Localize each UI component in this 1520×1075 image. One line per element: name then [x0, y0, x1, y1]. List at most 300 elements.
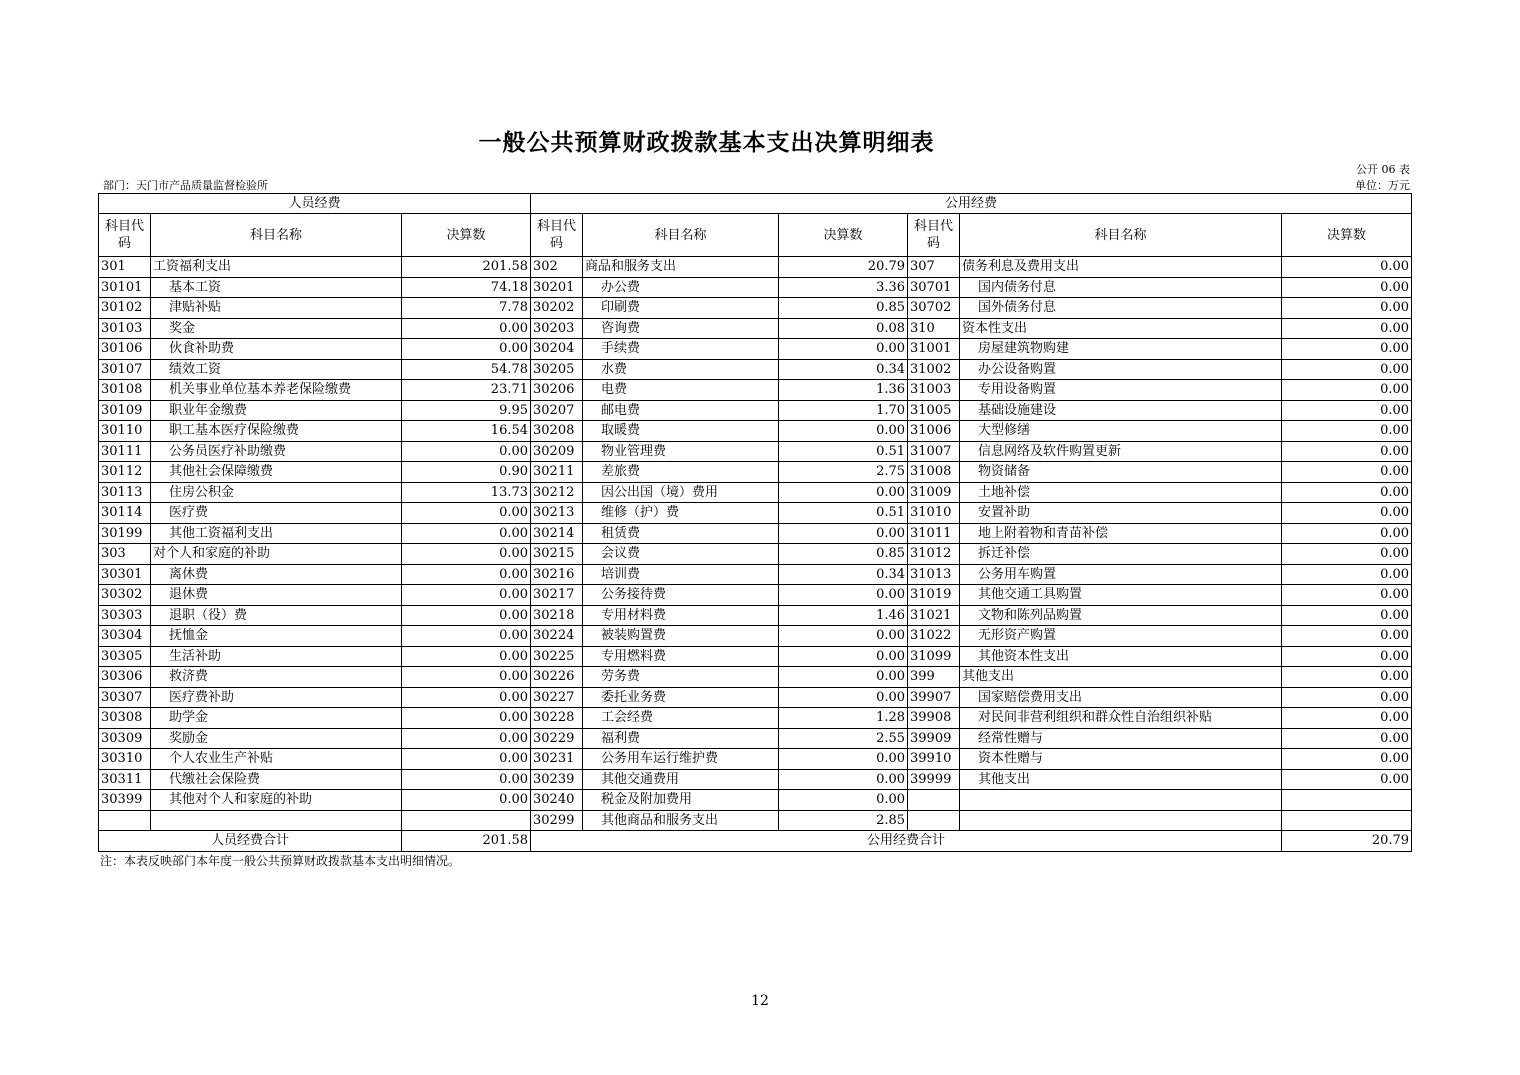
subject-code-cell: 30231	[531, 749, 583, 770]
subject-code-cell: 30304	[99, 626, 151, 647]
amount-cell: 0.51	[779, 503, 908, 524]
subject-name-cell: 对民间非营利组织和群众性自治组织补贴	[960, 708, 1282, 729]
subject-name-cell: 公务员医疗补助缴费	[151, 441, 402, 462]
amount-cell: 0.00	[402, 728, 531, 749]
subject-code-cell: 39907	[908, 687, 960, 708]
subject-name-cell: 退休费	[151, 585, 402, 606]
subject-name-cell: 其他对个人和家庭的补助	[151, 790, 402, 811]
subject-code-cell: 30226	[531, 667, 583, 688]
subject-code-cell: 30209	[531, 441, 583, 462]
subject-code-cell: 30224	[531, 626, 583, 647]
subject-code-cell: 31012	[908, 544, 960, 565]
subject-name-cell	[960, 790, 1282, 811]
subject-name-cell: 经常性赠与	[960, 728, 1282, 749]
amount-cell: 0.00	[402, 523, 531, 544]
subject-name-cell: 住房公积金	[151, 482, 402, 503]
table-row	[99, 482, 1412, 503]
header-amount: 决算数	[1282, 214, 1412, 257]
subject-name-cell: 培训费	[583, 564, 779, 585]
subject-code-cell: 30305	[99, 646, 151, 667]
amount-cell: 0.00	[1282, 667, 1412, 688]
table-row	[99, 769, 1412, 790]
subject-code-cell: 31099	[908, 646, 960, 667]
subject-name-cell: 委托业务费	[583, 687, 779, 708]
table-row	[99, 646, 1412, 667]
subject-name-cell: 离休费	[151, 564, 402, 585]
amount-cell: 0.00	[1282, 564, 1412, 585]
table-row	[99, 462, 1412, 483]
subject-name-cell: 抚恤金	[151, 626, 402, 647]
subject-code-cell: 30299	[531, 810, 583, 831]
subject-code-cell: 30112	[99, 462, 151, 483]
subject-name-cell: 奖励金	[151, 728, 402, 749]
amount-cell: 0.00	[1282, 523, 1412, 544]
subject-code-cell: 30103	[99, 318, 151, 339]
subject-code-cell: 31022	[908, 626, 960, 647]
subject-name-cell: 印刷费	[583, 298, 779, 319]
page-title: 一般公共预算财政拨款基本支出决算明细表	[478, 130, 935, 156]
subject-code-cell: 30216	[531, 564, 583, 585]
header-name: 科目名称	[960, 214, 1282, 257]
subject-code-cell: 30229	[531, 728, 583, 749]
amount-cell: 0.51	[779, 441, 908, 462]
amount-cell: 0.00	[1282, 441, 1412, 462]
table-row	[99, 421, 1412, 442]
subject-code-cell: 30201	[531, 277, 583, 298]
subject-name-cell: 税金及附加费用	[583, 790, 779, 811]
amount-cell: 0.00	[402, 708, 531, 729]
table-row	[99, 564, 1412, 585]
table-row	[99, 585, 1412, 606]
subject-name-cell: 大型修缮	[960, 421, 1282, 442]
subject-code-cell: 30309	[99, 728, 151, 749]
table-row	[99, 257, 1412, 278]
amount-cell: 2.75	[779, 462, 908, 483]
subject-code-cell: 30211	[531, 462, 583, 483]
amount-cell: 0.00	[1282, 687, 1412, 708]
amount-cell: 0.00	[1282, 605, 1412, 626]
subject-name-cell: 资本性支出	[960, 318, 1282, 339]
amount-cell: 2.55	[779, 728, 908, 749]
amount-cell: 0.00	[1282, 585, 1412, 606]
subject-code-cell	[908, 790, 960, 811]
subject-name-cell: 其他交通费用	[583, 769, 779, 790]
subject-name-cell: 地上附着物和青苗补偿	[960, 523, 1282, 544]
subject-name-cell: 商品和服务支出	[583, 257, 779, 278]
subject-name-cell: 职工基本医疗保险缴费	[151, 421, 402, 442]
subject-code-cell: 31002	[908, 359, 960, 380]
subject-name-cell: 职业年金缴费	[151, 400, 402, 421]
amount-cell: 0.34	[779, 359, 908, 380]
subject-code-cell: 30303	[99, 605, 151, 626]
amount-cell: 0.00	[402, 769, 531, 790]
subject-code-cell: 30107	[99, 359, 151, 380]
subject-name-cell: 机关事业单位基本养老保险缴费	[151, 380, 402, 401]
amount-cell: 0.00	[1282, 769, 1412, 790]
subject-code-cell: 30207	[531, 400, 583, 421]
amount-cell: 0.00	[779, 667, 908, 688]
subject-name-cell: 咨询费	[583, 318, 779, 339]
amount-cell: 0.00	[1282, 359, 1412, 380]
subject-name-cell: 办公设备购置	[960, 359, 1282, 380]
subject-name-cell: 手续费	[583, 339, 779, 360]
subject-code-cell: 30306	[99, 667, 151, 688]
subject-name-cell: 其他支出	[960, 769, 1282, 790]
subject-name-cell: 专用材料费	[583, 605, 779, 626]
subject-code-cell: 31010	[908, 503, 960, 524]
amount-cell: 0.08	[779, 318, 908, 339]
subject-code-cell: 30307	[99, 687, 151, 708]
subject-name-cell: 助学金	[151, 708, 402, 729]
subject-code-cell: 303	[99, 544, 151, 565]
subject-name-cell: 其他资本性支出	[960, 646, 1282, 667]
subject-code-cell: 30399	[99, 790, 151, 811]
subject-code-cell: 30310	[99, 749, 151, 770]
subject-name-cell: 对个人和家庭的补助	[151, 544, 402, 565]
amount-cell: 1.46	[779, 605, 908, 626]
subject-name-cell	[151, 810, 402, 831]
subject-code-cell: 30214	[531, 523, 583, 544]
table-row	[99, 708, 1412, 729]
subject-code-cell: 30212	[531, 482, 583, 503]
amount-cell: 0.00	[779, 790, 908, 811]
public-total-value: 20.79	[1282, 831, 1412, 852]
subject-name-cell: 医疗费	[151, 503, 402, 524]
subject-code-cell: 39908	[908, 708, 960, 729]
amount-cell: 1.28	[779, 708, 908, 729]
public-total-label: 公用经费合计	[531, 831, 1282, 852]
subject-name-cell: 取暖费	[583, 421, 779, 442]
table-row	[99, 277, 1412, 298]
subject-code-cell: 30106	[99, 339, 151, 360]
amount-cell: 0.00	[402, 749, 531, 770]
expenditure-detail-table	[98, 193, 1412, 852]
subject-name-cell: 其他交通工具购置	[960, 585, 1282, 606]
header-code: 科目代码	[99, 214, 151, 257]
subject-code-cell: 30239	[531, 769, 583, 790]
amount-cell: 0.00	[402, 646, 531, 667]
subject-name-cell: 福利费	[583, 728, 779, 749]
amount-cell: 16.54	[402, 421, 531, 442]
amount-cell	[1282, 810, 1412, 831]
amount-cell: 0.00	[1282, 380, 1412, 401]
amount-cell: 0.00	[402, 626, 531, 647]
header-code: 科目代码	[531, 214, 583, 257]
subject-code-cell: 30204	[531, 339, 583, 360]
amount-cell: 0.00	[1282, 728, 1412, 749]
amount-cell: 0.00	[779, 687, 908, 708]
table-row	[99, 687, 1412, 708]
header-amount: 决算数	[779, 214, 908, 257]
table-row	[99, 667, 1412, 688]
amount-cell: 201.58	[402, 257, 531, 278]
amount-cell: 23.71	[402, 380, 531, 401]
amount-cell: 0.00	[1282, 646, 1412, 667]
amount-cell	[402, 810, 531, 831]
amount-cell: 0.00	[1282, 482, 1412, 503]
amount-cell: 0.00	[402, 318, 531, 339]
group-header-public: 公用经费	[531, 194, 1412, 214]
subject-name-cell: 个人农业生产补贴	[151, 749, 402, 770]
table-row	[99, 400, 1412, 421]
table-row	[99, 728, 1412, 749]
subject-code-cell: 30213	[531, 503, 583, 524]
subject-name-cell	[960, 810, 1282, 831]
table-row	[99, 790, 1412, 811]
subject-code-cell: 30102	[99, 298, 151, 319]
subject-code-cell: 30110	[99, 421, 151, 442]
amount-cell: 0.00	[402, 790, 531, 811]
amount-cell: 0.85	[779, 298, 908, 319]
subject-name-cell: 其他社会保障缴费	[151, 462, 402, 483]
amount-cell: 0.00	[402, 544, 531, 565]
subject-name-cell: 维修（护）费	[583, 503, 779, 524]
subject-code-cell: 31011	[908, 523, 960, 544]
amount-cell: 0.00	[779, 749, 908, 770]
amount-cell: 1.36	[779, 380, 908, 401]
subject-code-cell: 30225	[531, 646, 583, 667]
amount-cell: 0.00	[402, 564, 531, 585]
amount-cell: 0.00	[402, 687, 531, 708]
amount-cell: 0.00	[1282, 749, 1412, 770]
subject-code-cell: 30114	[99, 503, 151, 524]
subject-code-cell: 30227	[531, 687, 583, 708]
table-row	[99, 749, 1412, 770]
amount-cell: 0.00	[402, 503, 531, 524]
header-amount: 决算数	[402, 214, 531, 257]
amount-cell: 74.18	[402, 277, 531, 298]
amount-cell: 0.00	[779, 482, 908, 503]
amount-cell: 0.00	[402, 605, 531, 626]
amount-cell: 13.73	[402, 482, 531, 503]
subject-name-cell: 专用设备购置	[960, 380, 1282, 401]
subject-code-cell: 30311	[99, 769, 151, 790]
header-name: 科目名称	[151, 214, 402, 257]
subject-name-cell: 生活补助	[151, 646, 402, 667]
amount-cell: 0.00	[1282, 400, 1412, 421]
subject-code-cell: 31007	[908, 441, 960, 462]
subject-code-cell: 31005	[908, 400, 960, 421]
subject-code-cell: 30217	[531, 585, 583, 606]
amount-cell: 0.00	[1282, 503, 1412, 524]
table-row	[99, 626, 1412, 647]
table-row	[99, 523, 1412, 544]
table-row	[99, 503, 1412, 524]
amount-cell: 0.00	[402, 441, 531, 462]
amount-cell: 0.00	[779, 769, 908, 790]
subject-name-cell: 津贴补贴	[151, 298, 402, 319]
subject-name-cell: 专用燃料费	[583, 646, 779, 667]
subject-name-cell: 资本性赠与	[960, 749, 1282, 770]
subject-name-cell: 房屋建筑物购建	[960, 339, 1282, 360]
subject-name-cell: 因公出国（境）费用	[583, 482, 779, 503]
amount-cell: 0.00	[1282, 626, 1412, 647]
subject-code-cell	[908, 810, 960, 831]
subject-name-cell: 其他支出	[960, 667, 1282, 688]
subject-code-cell: 30228	[531, 708, 583, 729]
form-number: 公开 06 表	[1356, 163, 1410, 176]
subject-name-cell: 无形资产购置	[960, 626, 1282, 647]
subject-name-cell: 公务用车购置	[960, 564, 1282, 585]
amount-cell: 9.95	[402, 400, 531, 421]
amount-cell: 0.00	[779, 421, 908, 442]
subject-code-cell: 30215	[531, 544, 583, 565]
amount-cell: 20.79	[779, 257, 908, 278]
subject-name-cell: 公务用车运行维护费	[583, 749, 779, 770]
subject-code-cell: 30702	[908, 298, 960, 319]
subject-code-cell: 30302	[99, 585, 151, 606]
subject-name-cell: 文物和陈列品购置	[960, 605, 1282, 626]
subject-name-cell: 拆迁补偿	[960, 544, 1282, 565]
subject-name-cell: 会议费	[583, 544, 779, 565]
subject-code-cell: 39999	[908, 769, 960, 790]
amount-cell: 0.00	[1282, 708, 1412, 729]
subject-name-cell: 安置补助	[960, 503, 1282, 524]
subject-name-cell: 被装购置费	[583, 626, 779, 647]
subject-code-cell	[99, 810, 151, 831]
amount-cell: 0.00	[1282, 277, 1412, 298]
subject-name-cell: 物业管理费	[583, 441, 779, 462]
amount-cell: 54.78	[402, 359, 531, 380]
amount-cell: 0.00	[402, 667, 531, 688]
subject-name-cell: 国家赔偿费用支出	[960, 687, 1282, 708]
subject-name-cell: 工会经费	[583, 708, 779, 729]
subject-code-cell: 302	[531, 257, 583, 278]
amount-cell: 2.85	[779, 810, 908, 831]
subject-name-cell: 医疗费补助	[151, 687, 402, 708]
header-code: 科目代码	[908, 214, 960, 257]
subject-code-cell: 30701	[908, 277, 960, 298]
subject-name-cell: 基本工资	[151, 277, 402, 298]
subject-name-cell: 劳务费	[583, 667, 779, 688]
subject-name-cell: 邮电费	[583, 400, 779, 421]
amount-cell: 0.00	[779, 585, 908, 606]
table-row	[99, 318, 1412, 339]
subject-code-cell: 307	[908, 257, 960, 278]
table-row	[99, 441, 1412, 462]
subject-code-cell: 31001	[908, 339, 960, 360]
subject-name-cell: 信息网络及软件购置更新	[960, 441, 1282, 462]
subject-code-cell: 310	[908, 318, 960, 339]
subject-code-cell: 399	[908, 667, 960, 688]
subject-code-cell: 30108	[99, 380, 151, 401]
department-label: 部门：天门市产品质量监督检验所	[103, 179, 268, 192]
subject-code-cell: 30308	[99, 708, 151, 729]
subject-code-cell: 30101	[99, 277, 151, 298]
table-row	[99, 339, 1412, 360]
subject-name-cell: 水费	[583, 359, 779, 380]
subject-code-cell: 31006	[908, 421, 960, 442]
subject-name-cell: 电费	[583, 380, 779, 401]
personnel-total-value: 201.58	[402, 831, 531, 852]
subject-name-cell: 差旅费	[583, 462, 779, 483]
amount-cell: 0.00	[1282, 318, 1412, 339]
subject-name-cell: 基础设施建设	[960, 400, 1282, 421]
subject-code-cell: 31003	[908, 380, 960, 401]
table-row	[99, 380, 1412, 401]
subject-name-cell: 其他商品和服务支出	[583, 810, 779, 831]
subject-code-cell: 30111	[99, 441, 151, 462]
amount-cell: 0.00	[402, 585, 531, 606]
amount-cell: 0.00	[1282, 421, 1412, 442]
subject-name-cell: 退职（役）费	[151, 605, 402, 626]
page-number: 12	[751, 993, 769, 1009]
amount-cell: 0.00	[1282, 257, 1412, 278]
subject-code-cell: 31019	[908, 585, 960, 606]
amount-cell: 0.00	[779, 523, 908, 544]
subject-name-cell: 救济费	[151, 667, 402, 688]
table-row	[99, 605, 1412, 626]
table-row	[99, 359, 1412, 380]
subject-code-cell: 31021	[908, 605, 960, 626]
subject-code-cell: 31008	[908, 462, 960, 483]
subject-code-cell: 30109	[99, 400, 151, 421]
amount-cell: 7.78	[402, 298, 531, 319]
subject-code-cell: 31013	[908, 564, 960, 585]
subject-code-cell: 30202	[531, 298, 583, 319]
subject-name-cell: 物资储备	[960, 462, 1282, 483]
subject-code-cell: 39910	[908, 749, 960, 770]
subject-name-cell: 土地补偿	[960, 482, 1282, 503]
table-row	[99, 810, 1412, 831]
subject-code-cell: 39909	[908, 728, 960, 749]
subject-code-cell: 30240	[531, 790, 583, 811]
amount-cell: 0.00	[1282, 544, 1412, 565]
subject-name-cell: 奖金	[151, 318, 402, 339]
amount-cell: 0.85	[779, 544, 908, 565]
subject-code-cell: 30113	[99, 482, 151, 503]
amount-cell: 0.00	[779, 646, 908, 667]
subject-name-cell: 伙食补助费	[151, 339, 402, 360]
amount-cell: 0.00	[1282, 339, 1412, 360]
table-row	[99, 544, 1412, 565]
group-header-personnel: 人员经费	[99, 194, 531, 214]
subject-name-cell: 代缴社会保险费	[151, 769, 402, 790]
subject-code-cell: 301	[99, 257, 151, 278]
amount-cell: 3.36	[779, 277, 908, 298]
subject-name-cell: 国外债务付息	[960, 298, 1282, 319]
amount-cell: 0.00	[1282, 462, 1412, 483]
amount-cell: 0.00	[779, 339, 908, 360]
subject-code-cell: 30203	[531, 318, 583, 339]
subject-name-cell: 办公费	[583, 277, 779, 298]
subject-code-cell: 30208	[531, 421, 583, 442]
header-name: 科目名称	[583, 214, 779, 257]
subject-code-cell: 30205	[531, 359, 583, 380]
subject-name-cell: 工资福利支出	[151, 257, 402, 278]
amount-cell: 1.70	[779, 400, 908, 421]
subject-name-cell: 其他工资福利支出	[151, 523, 402, 544]
subject-code-cell: 30301	[99, 564, 151, 585]
subject-code-cell: 30218	[531, 605, 583, 626]
amount-cell: 0.00	[779, 626, 908, 647]
footnote: 注：本表反映部门本年度一般公共预算财政拨款基本支出明细情况。	[100, 854, 461, 868]
personnel-total-label: 人员经费合计	[99, 831, 402, 852]
amount-cell: 0.00	[1282, 298, 1412, 319]
subject-name-cell: 绩效工资	[151, 359, 402, 380]
table-row	[99, 298, 1412, 319]
subject-name-cell: 公务接待费	[583, 585, 779, 606]
amount-cell: 0.34	[779, 564, 908, 585]
amount-cell	[1282, 790, 1412, 811]
unit-label: 单位：万元	[1355, 179, 1410, 192]
subject-name-cell: 租赁费	[583, 523, 779, 544]
subject-name-cell: 国内债务付息	[960, 277, 1282, 298]
amount-cell: 0.00	[402, 339, 531, 360]
subject-code-cell: 30199	[99, 523, 151, 544]
subject-name-cell: 债务利息及费用支出	[960, 257, 1282, 278]
amount-cell: 0.90	[402, 462, 531, 483]
